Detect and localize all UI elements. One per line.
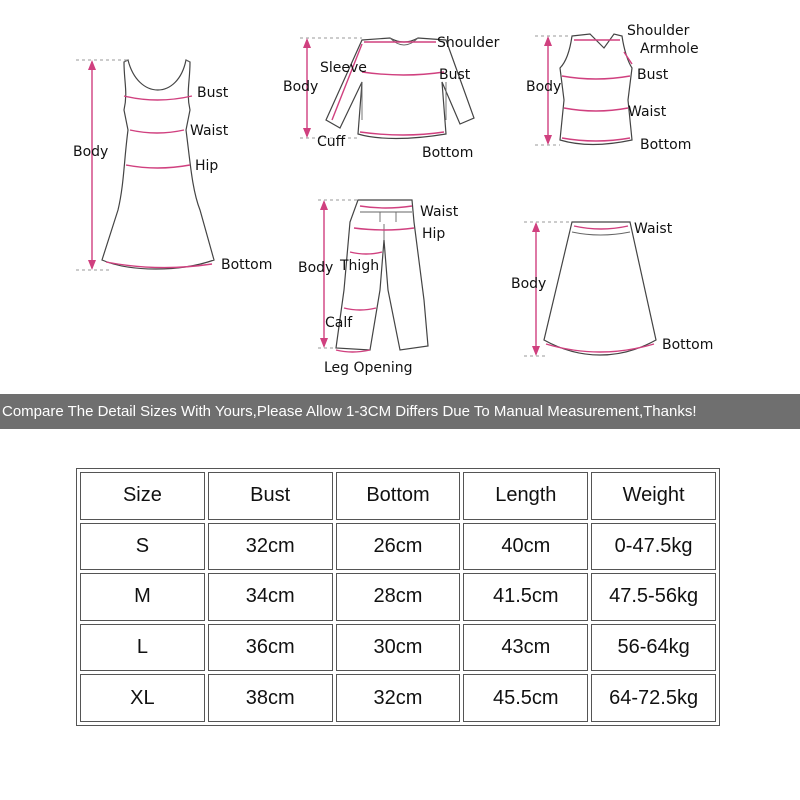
table-cell: XL — [80, 674, 205, 722]
top-sleeve-label: Sleeve — [320, 60, 367, 76]
vest-bust-label: Bust — [637, 67, 669, 83]
table-row — [80, 674, 716, 722]
top-outline — [326, 38, 474, 139]
table-cell: M — [80, 573, 205, 621]
pants-diagram — [298, 200, 459, 376]
pants-calf-label: Calf — [325, 315, 353, 331]
dress-body-label: Body — [73, 144, 109, 160]
header-cell: Length — [463, 472, 588, 520]
vest-armhole-label: Armhole — [640, 41, 699, 57]
top-cuff-label: Cuff — [317, 134, 346, 150]
dress-bottom-label: Bottom — [221, 257, 273, 273]
table-cell: 38cm — [208, 674, 333, 722]
header-cell: Weight — [591, 472, 716, 520]
table-row — [80, 624, 716, 672]
table-header-row — [80, 472, 716, 520]
vest-waist-label: Waist — [628, 104, 667, 120]
table-cell: 40cm — [463, 523, 588, 571]
top-shoulder-label: Shoulder — [437, 35, 500, 51]
skirt-waist-label: Waist — [634, 221, 673, 237]
header-cell: Bottom — [336, 472, 461, 520]
dress-hip-label: Hip — [195, 158, 219, 174]
table-cell: 45.5cm — [463, 674, 588, 722]
table-cell: 56-64kg — [591, 624, 716, 672]
dress-waist-label: Waist — [190, 123, 229, 139]
pants-waist-label: Waist — [420, 204, 459, 220]
vest-diagram — [526, 23, 699, 153]
table-cell: L — [80, 624, 205, 672]
table-cell: 64-72.5kg — [591, 674, 716, 722]
dress-bust-label: Bust — [197, 85, 229, 101]
table-cell: 34cm — [208, 573, 333, 621]
table-cell: 0-47.5kg — [591, 523, 716, 571]
table-cell: 28cm — [336, 573, 461, 621]
top-body-label: Body — [283, 79, 319, 95]
skirt-diagram — [511, 221, 713, 356]
vest-shoulder-label: Shoulder — [627, 23, 690, 39]
size-table — [77, 469, 719, 725]
measurement-notice-banner: Compare The Detail Sizes With Yours,Please Allow 1-3CM Differs Due To Manual Measurement,Thanks! — [0, 394, 800, 429]
table-cell: 41.5cm — [463, 573, 588, 621]
vest-body-label: Body — [526, 79, 562, 95]
dress-diagram — [73, 60, 272, 273]
table-row — [80, 573, 716, 621]
table-cell: 32cm — [336, 674, 461, 722]
measurement-diagrams — [0, 0, 800, 392]
table-cell: 32cm — [208, 523, 333, 571]
table-cell: 36cm — [208, 624, 333, 672]
table-cell: 47.5-56kg — [591, 573, 716, 621]
table-cell: 30cm — [336, 624, 461, 672]
vest-bottom-label: Bottom — [640, 137, 692, 153]
header-cell: Bust — [208, 472, 333, 520]
table-cell: 26cm — [336, 523, 461, 571]
pants-leg-opening-label: Leg Opening — [324, 360, 413, 376]
table-cell: S — [80, 523, 205, 571]
skirt-body-label: Body — [511, 276, 547, 292]
top-diagram — [283, 35, 500, 161]
top-bust-label: Bust — [439, 67, 471, 83]
size-chart — [76, 468, 720, 726]
pants-body-label: Body — [298, 260, 334, 276]
table-cell: 43cm — [463, 624, 588, 672]
pants-hip-label: Hip — [422, 226, 446, 242]
skirt-bottom-label: Bottom — [662, 337, 714, 353]
vest-outline — [560, 34, 632, 145]
header-cell: Size — [80, 472, 205, 520]
top-bottom-label: Bottom — [422, 145, 474, 161]
pants-thigh-label: Thigh — [340, 258, 380, 274]
skirt-outline — [544, 222, 656, 355]
table-row — [80, 523, 716, 571]
